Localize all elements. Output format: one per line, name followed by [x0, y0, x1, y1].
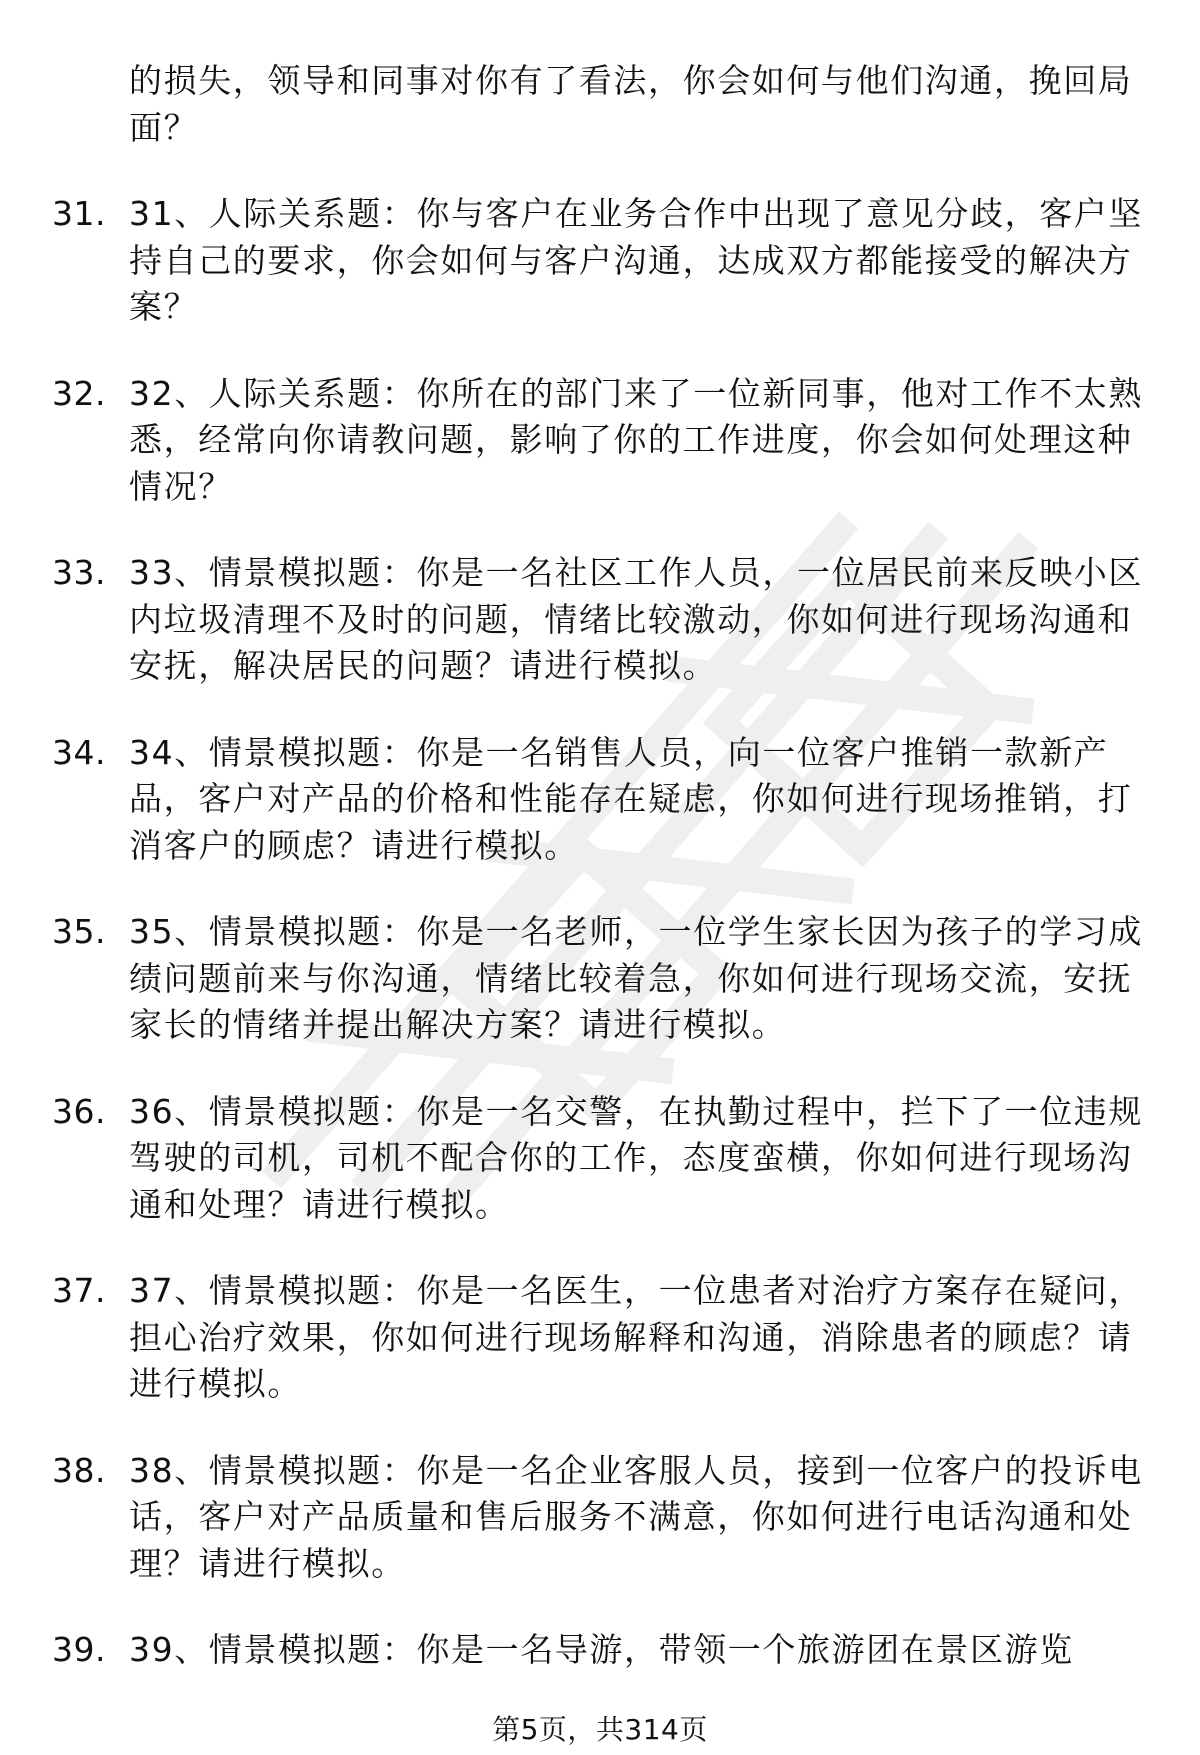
item-text: 38、情景模拟题：你是一名企业客服人员，接到一位客户的投诉电话，客户对产品质量和售后服务不满意，你如何进行电话沟通和处理？请进行模拟。	[129, 1450, 1143, 1583]
list-item	[0, 1089, 1200, 1229]
list-item	[0, 191, 1200, 331]
list-item	[0, 1627, 1200, 1674]
item-text: 32、人际关系题：你所在的部门来了一位新同事，他对工作不太熟悉，经常向你请教问题，影响了你的工作进度，你会如何处理这种情况？	[129, 373, 1143, 506]
item-number: 33.	[52, 553, 106, 592]
continuation-paragraph	[0, 58, 1200, 151]
item-text: 33、情景模拟题：你是一名社区工作人员，一位居民前来反映小区内垃圾清理不及时的问题，情绪比较激动，你如何进行现场沟通和安抚，解决居民的问题？请进行模拟。	[129, 553, 1143, 685]
item-number: 31.	[52, 194, 106, 233]
item-number: 37.	[52, 1271, 106, 1310]
page-footer: 第5页，共314页	[492, 1713, 708, 1746]
item-number: 39.	[52, 1630, 106, 1669]
item-text: 39、情景模拟题：你是一名导游，带领一个旅游团在景区游览	[129, 1630, 1074, 1669]
item-number: 34.	[52, 732, 106, 772]
continuation-text: 的损失，领导和同事对你有了看法，你会如何与他们沟通，挽回局面？	[129, 61, 1133, 147]
item-number: 36.	[52, 1091, 106, 1131]
list-item	[0, 550, 1200, 690]
list-item	[0, 1448, 1200, 1588]
item-number: 32.	[52, 373, 106, 413]
list-item	[0, 730, 1200, 870]
list-item	[0, 371, 1200, 511]
item-text: 37、情景模拟题：你是一名医生，一位患者对治疗方案存在疑问，担心治疗效果，你如何进行现场解释和沟通，消除患者的顾虑？请进行模拟。	[129, 1271, 1143, 1403]
item-number: 38.	[52, 1450, 106, 1490]
list-item	[0, 1268, 1200, 1408]
question-list	[0, 58, 1200, 1714]
item-text: 31、人际关系题：你与客户在业务合作中出现了意见分歧，客户坚持自己的要求，你会如何与客户沟通，达成双方都能接受的解决方案？	[129, 194, 1143, 326]
item-text: 35、情景模拟题：你是一名老师，一位学生家长因为孩子的学习成绩问题前来与你沟通，情绪比较着急，你如何进行现场交流，安抚家长的情绪并提出解决方案？请进行模拟。	[129, 912, 1143, 1044]
list-item	[0, 909, 1200, 1049]
item-text: 34、情景模拟题：你是一名销售人员，向一位客户推销一款新产品，客户对产品的价格和性能存在疑虑，你如何进行现场推销，打消客户的顾虑？请进行模拟。	[129, 732, 1133, 865]
item-number: 35.	[52, 912, 106, 951]
item-text: 36、情景模拟题：你是一名交警，在执勤过程中，拦下了一位违规驾驶的司机，司机不配合你的工作，态度蛮横，你如何进行现场沟通和处理？请进行模拟。	[129, 1091, 1143, 1224]
